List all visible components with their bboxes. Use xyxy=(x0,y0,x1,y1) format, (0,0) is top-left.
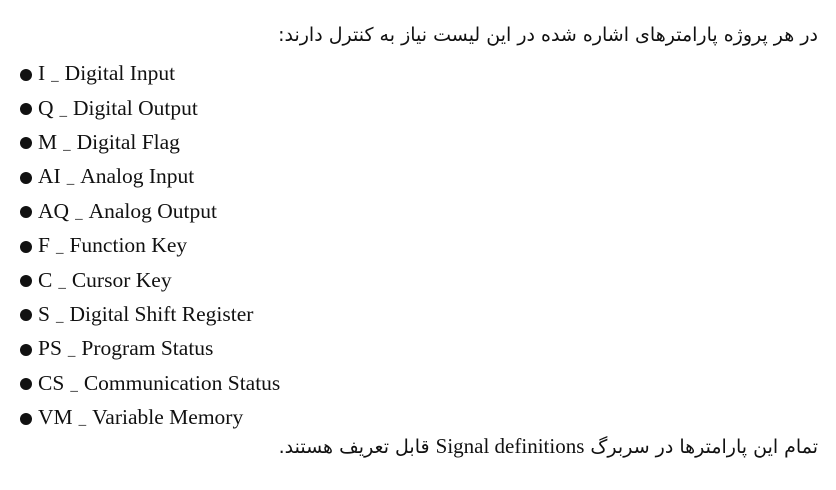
item-code: PS xyxy=(38,336,62,361)
list-item xyxy=(20,194,280,228)
bullet-icon xyxy=(20,206,32,218)
item-code: Q xyxy=(38,95,54,120)
closing-paragraph xyxy=(279,434,818,459)
item-separator: _ xyxy=(55,308,64,325)
item-code: M xyxy=(38,129,58,154)
closing-text-before: تمام این پارامترها در سربرگ xyxy=(584,436,818,458)
item-label: Cursor Key xyxy=(71,267,172,292)
item-separator: _ xyxy=(67,343,76,360)
list-item xyxy=(20,366,280,400)
item-label: Digital Flag xyxy=(76,129,180,154)
item-label: Variable Memory xyxy=(92,405,244,430)
closing-text-after: قابل تعریف هستند. xyxy=(278,436,436,458)
bullet-icon xyxy=(20,413,32,425)
item-code: C xyxy=(38,267,53,292)
bullet-icon xyxy=(20,241,32,253)
item-separator: _ xyxy=(70,377,78,394)
signal-definitions-term: Signal definitions xyxy=(435,434,585,458)
item-separator: _ xyxy=(78,412,87,429)
bullet-icon xyxy=(20,103,32,115)
item-code: AI xyxy=(38,164,61,189)
list-item xyxy=(20,297,280,331)
item-label: Digital Output xyxy=(73,95,198,120)
item-separator: _ xyxy=(75,205,83,222)
item-separator: _ xyxy=(55,240,64,257)
item-code: S xyxy=(38,301,50,326)
bullet-icon xyxy=(20,344,32,356)
item-separator: _ xyxy=(51,68,59,85)
bullet-icon xyxy=(20,69,32,81)
item-code: I xyxy=(38,61,46,86)
bullet-icon xyxy=(20,309,32,321)
item-separator: _ xyxy=(59,102,68,119)
parameter-list xyxy=(20,56,280,434)
item-label: Analog Input xyxy=(80,164,195,189)
list-item xyxy=(20,125,280,159)
item-code: AQ xyxy=(38,198,70,223)
item-code: VM xyxy=(38,405,73,430)
list-item xyxy=(20,262,280,296)
item-label: Program Status xyxy=(81,336,214,361)
item-label: Digital Shift Register xyxy=(69,301,254,326)
list-item xyxy=(20,400,280,434)
item-label: Digital Input xyxy=(64,61,176,86)
item-separator: _ xyxy=(58,274,66,291)
list-item xyxy=(20,228,280,262)
item-code: F xyxy=(38,233,50,258)
list-item xyxy=(20,90,280,124)
item-label: Analog Output xyxy=(88,198,217,223)
list-item xyxy=(20,159,280,193)
item-label: Function Key xyxy=(69,233,188,258)
bullet-icon xyxy=(20,378,32,390)
list-item xyxy=(20,56,280,90)
item-label: Communication Status xyxy=(83,370,281,395)
intro-paragraph: در هر پروژه پارامترهای اشاره شده در این لیست نیاز به کنترل دارند: xyxy=(278,24,818,46)
item-separator: _ xyxy=(66,171,75,188)
list-item xyxy=(20,331,280,365)
item-separator: _ xyxy=(63,136,71,153)
bullet-icon xyxy=(20,137,32,149)
item-code: CS xyxy=(38,370,65,395)
bullet-icon xyxy=(20,172,32,184)
bullet-icon xyxy=(20,275,32,287)
